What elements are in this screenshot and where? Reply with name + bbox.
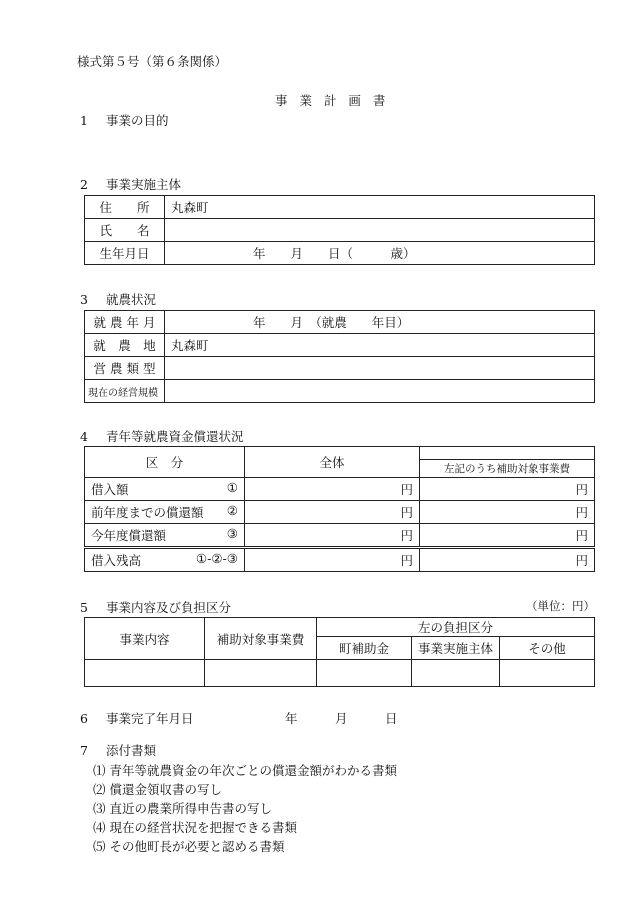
section-label: 事業実施主体 [106,177,182,192]
row-label [85,524,245,548]
address-field[interactable]: 丸森町 [165,196,595,219]
farming-type-label: 営 農 類 型 [85,357,165,380]
column-header-cost: 補助対象事業費 [205,618,317,660]
row-label-text: 借入額 [91,482,129,497]
section-6-heading [80,709,194,727]
table-row [85,196,595,219]
address-label: 住 所 [85,196,165,219]
birthdate-field[interactable]: 年 月 日（ 歳） [165,242,595,265]
farming-date-label: 就 農 年 月 [85,311,165,334]
column-header-kubun: 区 分 [85,447,245,478]
completion-date[interactable]: 年 月 日 [285,711,398,726]
section-number: 7 [80,743,88,758]
table-row [85,311,595,334]
table-row [85,478,595,501]
table-row [85,524,595,548]
entity-share-field[interactable] [412,660,500,687]
section-number: 3 [80,292,88,307]
table-row [85,219,595,242]
total-amount-field[interactable]: 円 [245,548,420,572]
list-item: ⑷ 現在の経営状況を把握できる書類 [93,820,297,835]
name-field[interactable] [165,219,595,242]
column-header-entity: 事業実施主体 [412,637,500,660]
section-5-heading [80,598,231,616]
subsidy-amount-field[interactable]: 円 [420,478,595,501]
row-mark: ③ [226,526,238,541]
table-row [85,501,595,524]
section-label: 添付書類 [106,743,157,758]
business-content-table [84,617,595,687]
section-label: 就農状況 [106,292,157,307]
section-7-heading [80,741,156,759]
subsidy-amount-field[interactable]: 円 [420,548,595,572]
table-row [85,380,595,403]
repayment-table [84,446,595,572]
section-2-heading [80,175,181,193]
name-label: 氏 名 [85,219,165,242]
document-title: 事 業 計 画 書 [275,93,390,108]
row-label-text: 前年度までの償還額 [91,505,204,520]
row-mark: ② [226,503,238,518]
section-number: 6 [80,711,88,726]
row-mark: ① [226,480,238,495]
farming-status-table [84,310,595,403]
header-spacer [420,447,595,460]
table-row [85,334,595,357]
section-4-heading [80,427,244,445]
section-label: 事業内容及び負担区分 [106,600,232,615]
section-label: 事業完了年月日 [106,711,194,726]
town-subsidy-field[interactable] [317,660,412,687]
section-number: 2 [80,177,88,192]
form-number: 様式第５号（第６条関係） [77,54,228,69]
section-label: 事業の目的 [106,113,169,128]
section-number: 4 [80,429,88,444]
table-row [85,357,595,380]
cost-field[interactable] [205,660,317,687]
total-amount-field[interactable]: 円 [245,501,420,524]
applicant-table [84,195,595,265]
table-header-row [85,447,595,460]
management-scale-label: 現在の経営規模 [85,380,165,403]
subsidy-amount-field[interactable]: 円 [420,501,595,524]
subsidy-amount-field[interactable]: 円 [420,524,595,548]
table-row [85,660,595,687]
row-label [85,478,245,501]
section-1-heading [80,111,169,129]
section-number: 5 [80,600,88,615]
section-number: 1 [80,113,88,128]
table-header-row [85,618,595,637]
other-share-field[interactable] [500,660,595,687]
column-header-content: 事業内容 [85,618,205,660]
unit-label: （単位：円） [526,599,595,613]
section-3-heading [80,290,156,308]
management-scale-field[interactable] [165,380,595,403]
list-item: ⑶ 直近の農業所得申告書の写し [93,801,272,816]
content-field[interactable] [85,660,205,687]
farming-place-label: 就 農 地 [85,334,165,357]
row-mark: ①-②-③ [195,551,238,566]
section-label: 青年等就農資金償還状況 [106,429,244,444]
list-item: ⑴ 青年等就農資金の年次ごとの償還金額がわかる書類 [93,763,397,778]
row-label [85,548,245,572]
list-item: ⑸ その他町長が必要と認める書類 [93,839,285,854]
table-row [85,548,595,572]
farming-place-field[interactable]: 丸森町 [165,334,595,357]
table-row [85,242,595,265]
row-label-text: 今年度償還額 [91,528,167,543]
column-header-subsidy: 左記のうち補助対象事業費 [420,460,595,478]
row-label [85,501,245,524]
farming-type-field[interactable] [165,357,595,380]
row-label-text: 借入残高 [91,553,142,568]
list-item: ⑵ 償還金領収書の写し [93,782,222,797]
column-header-town: 町補助金 [317,637,412,660]
total-amount-field[interactable]: 円 [245,524,420,548]
birthdate-label: 生年月日 [85,242,165,265]
column-header-other: その他 [500,637,595,660]
column-header-share: 左の負担区分 [317,618,595,637]
farming-date-field[interactable]: 年 月 （就農 年目） [165,311,595,334]
total-amount-field[interactable]: 円 [245,478,420,501]
column-header-total: 全体 [245,447,420,478]
